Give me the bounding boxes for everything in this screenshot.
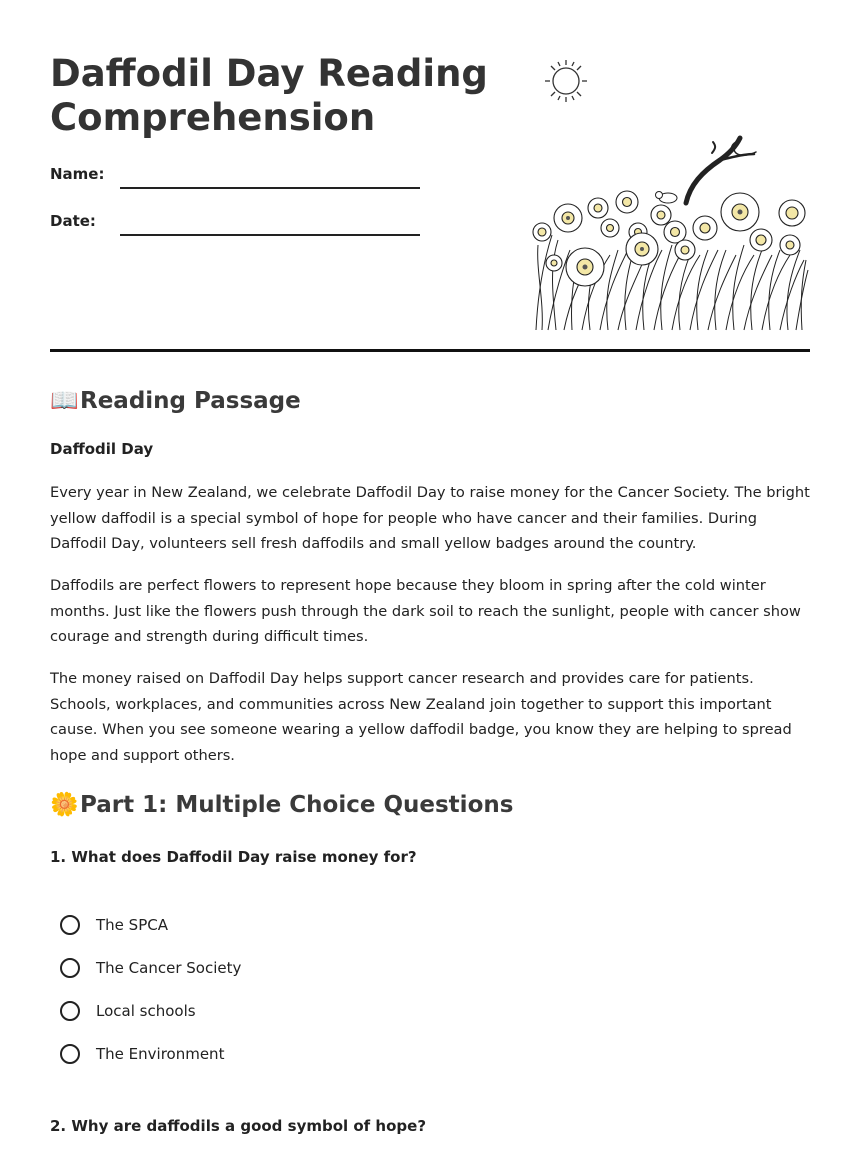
- radio-button[interactable]: [60, 915, 80, 935]
- question-2: 2. Why are daffodils a good symbol of hope?: [50, 1117, 427, 1135]
- answer-option[interactable]: [60, 998, 196, 1024]
- radio-button[interactable]: [60, 1001, 80, 1021]
- part1-heading-text: Part 1: Multiple Choice Questions: [80, 792, 514, 818]
- option-label: The Cancer Society: [96, 959, 242, 977]
- option-label: The SPCA: [96, 916, 168, 934]
- worksheet-page: [50, 0, 810, 1161]
- sun-icon: [545, 60, 587, 102]
- part1-heading: [50, 791, 513, 818]
- name-label: Name:: [50, 165, 105, 183]
- page-title: Daffodil Day Reading Comprehension: [50, 52, 488, 139]
- passage-paragraph: Every year in New Zealand, we celebrate Daffodil Day to raise money for the Cancer Society. The bright yellow daffodil is a special symbol of hope for people who have cancer and their families. During Daffodil Day, volunteers sell fresh daffodils and small yellow badges around the country.: [50, 484, 810, 552]
- option-label: The Environment: [96, 1045, 225, 1063]
- passage-paragraph: Daffodils are perfect flowers to represent hope because they bloom in spring after the cold winter months. Just like the flowers push through the dark soil to reach the sunlight, people with cancer show courage and strength during difficult times.: [50, 577, 801, 645]
- bird-icon: [656, 192, 678, 204]
- passage-paragraph: The money raised on Daffodil Day helps support cancer research and provides care for patients. Schools, workplaces, and communities across New Zealand join together to support this important cause. When you see someone wearing a yellow daffodil badge, you know they are helping to spread hope and support others.: [50, 670, 792, 764]
- radio-button[interactable]: [60, 1044, 80, 1064]
- question-1: 1. What does Daffodil Day raise money for?: [50, 848, 417, 866]
- header-divider: [50, 349, 810, 352]
- date-field[interactable]: [120, 234, 420, 236]
- daisy-icon: 🌼: [50, 792, 79, 818]
- reading-passage-heading: [50, 387, 301, 414]
- radio-button[interactable]: [60, 958, 80, 978]
- book-icon: 📖: [50, 388, 79, 414]
- answer-option[interactable]: [60, 912, 168, 938]
- answer-option[interactable]: [60, 955, 241, 981]
- reading-passage-heading-text: Reading Passage: [80, 388, 301, 414]
- option-label: Local schools: [96, 1002, 196, 1020]
- name-field[interactable]: [120, 187, 420, 189]
- date-label: Date:: [50, 212, 96, 230]
- passage-title: Daffodil Day: [50, 440, 154, 458]
- answer-option[interactable]: [60, 1041, 224, 1067]
- daffodil-illustration: [530, 50, 810, 335]
